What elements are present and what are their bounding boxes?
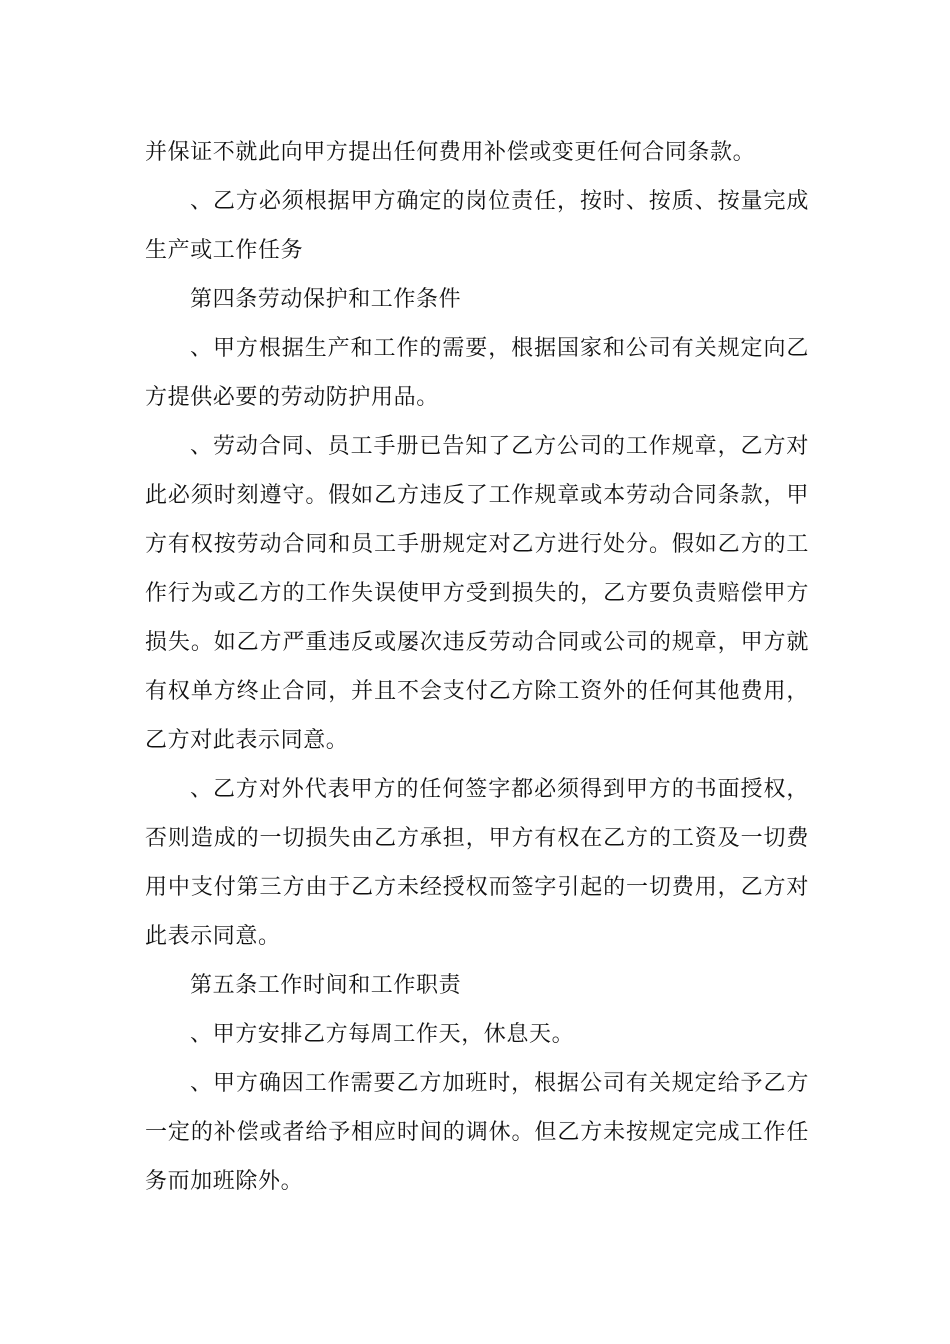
paragraph-clause-schedule: 、甲方安排乙方每周工作天，休息天。 bbox=[190, 1022, 575, 1047]
paragraph-clause-duty: 、乙方必须根据甲方确定的岗位责任，按时、按质、按量完成生产或工作任务 bbox=[145, 189, 809, 263]
paragraph-clause-protection: 、甲方根据生产和工作的需要，根据国家和公司有关规定向乙方提供必要的劳动防护用品。 bbox=[145, 336, 809, 410]
section-heading-article-5: 第五条工作时间和工作职责 bbox=[190, 973, 462, 998]
section-heading-article-4: 第四条劳动保护和工作条件 bbox=[190, 287, 462, 312]
paragraph-continuation: 并保证不就此向甲方提出任何费用补偿或变更任何合同条款。 bbox=[145, 140, 756, 165]
paragraph-clause-rules: 、劳动合同、员工手册已告知了乙方公司的工作规章，乙方对此必须时刻遵守。假如乙方违反了工作规章或本劳动合同条款，甲方有权按劳动合同和员工手册规定对乙方进行处分。假如乙方的工作行为或乙方的工作失误使甲方受到损失的，乙方要负责赔偿甲方损失。如乙方严重违反或屡次违反劳动合同或公司的规章，甲方就有权单方终止合同，并且不会支付乙方除工资外的任何其他费用，乙方对此表示同意。 bbox=[145, 434, 809, 753]
paragraph-clause-signature: 、乙方对外代表甲方的任何签字都必须得到甲方的书面授权，否则造成的一切损失由乙方承担，甲方有权在乙方的工资及一切费用中支付第三方由于乙方未经授权而签字引起的一切费用，乙方对此表示同意。 bbox=[145, 777, 809, 949]
paragraph-clause-overtime: 、甲方确因工作需要乙方加班时，根据公司有关规定给予乙方一定的补偿或者给予相应时间的调休。但乙方未按规定完成工作任务而加班除外。 bbox=[145, 1071, 809, 1194]
document-body bbox=[145, 128, 809, 1206]
